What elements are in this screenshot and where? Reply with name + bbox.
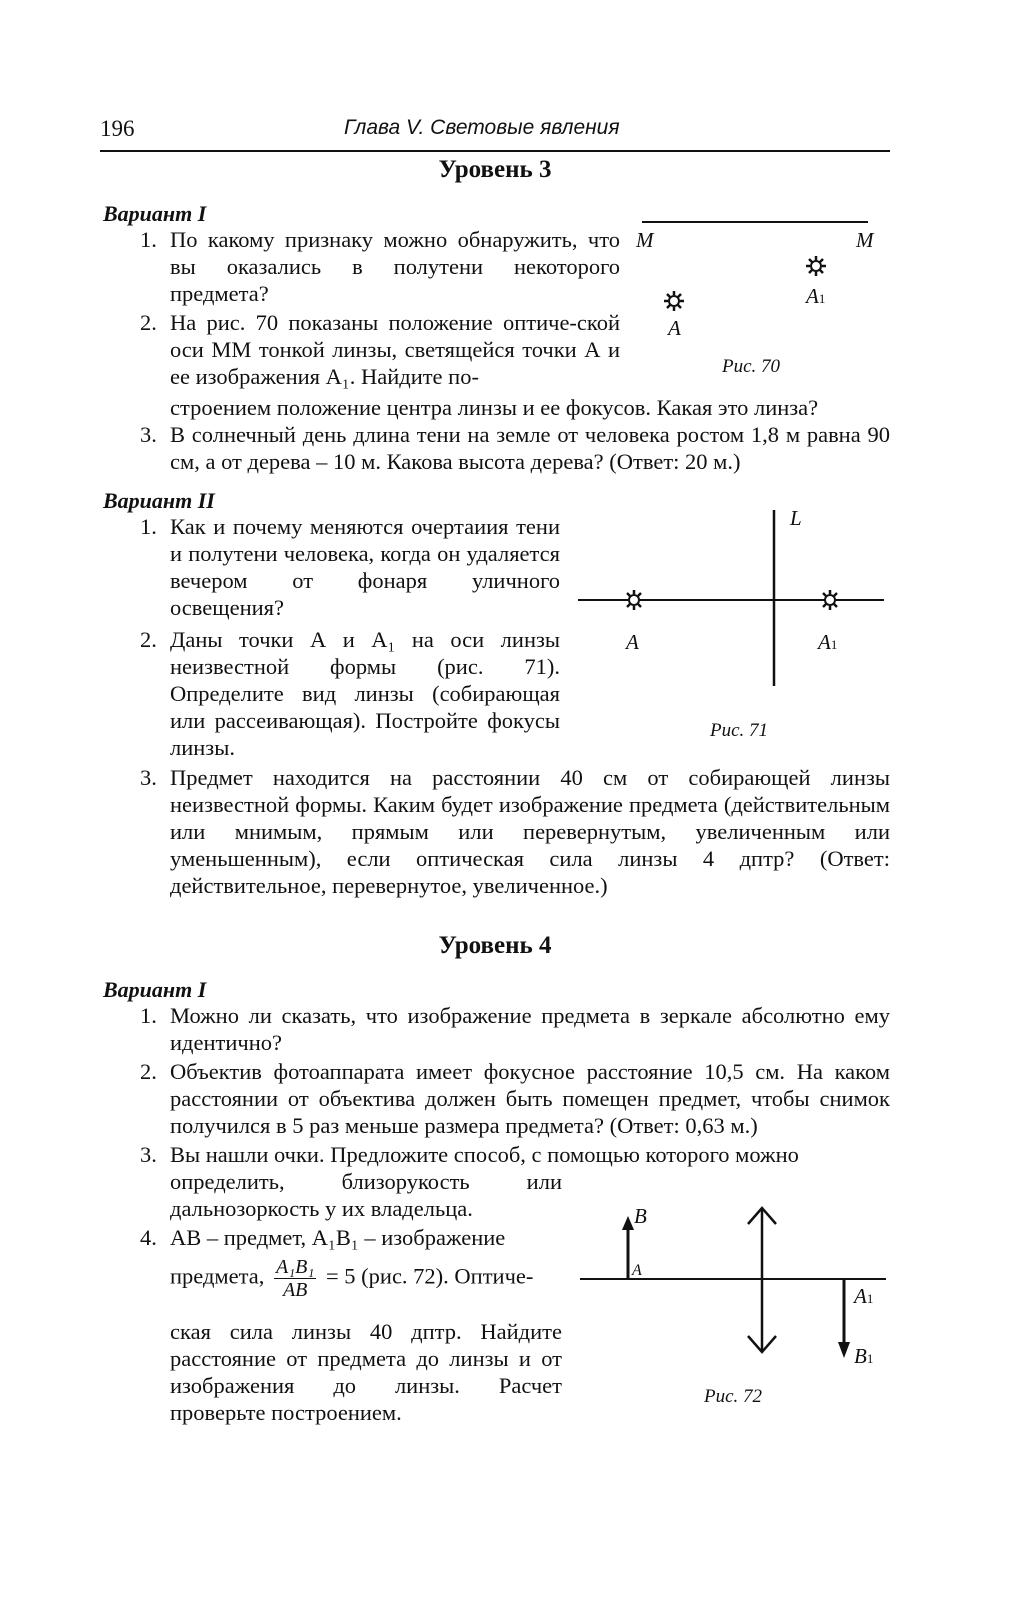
image-label-a1 xyxy=(854,1284,873,1309)
question-text: Как и почему меняются очертаиия тени и полутени человека, когда он удаляется вечером от фонаря уличного освещения? xyxy=(170,514,560,620)
level4-v1-question-4 xyxy=(140,1224,562,1252)
level4-v1-question-1 xyxy=(140,1002,890,1058)
image-label-main: A xyxy=(806,284,819,308)
question-number: 1. xyxy=(140,1003,157,1028)
question-text: АВ – предмет, А₁В₁ – изображение xyxy=(170,1225,506,1250)
question-text: На рис. 70 показаны положение оптиче-ской оси ММ тонкой линзы, светящейся точки А и ее изображения А₁. Найдите по- xyxy=(170,310,620,389)
level3-v1-question-3 xyxy=(140,421,890,477)
question-text: В солнечный день длина тени на земле от человека ростом 1,8 м равна 90 см, а от дерева – 10 м. Какова высота дерева? (Ответ: 20 м.) xyxy=(170,422,890,474)
level4-v1-question-4-cont: ская сила линзы 40 дптр. Найдите расстояние от предмета до линзы и от изображения до линзы. Расчет проверьте построением. xyxy=(170,1319,562,1425)
image-label-a1 xyxy=(806,284,825,309)
image-arrow-head-icon xyxy=(838,1342,850,1358)
level3-v1-question-2-cont: строением положение центра линзы и ее фокусов. Какая это линза? xyxy=(170,395,819,420)
level3-variant2-title: Вариант II xyxy=(103,488,215,513)
image-label-sub: 1 xyxy=(818,291,826,306)
level4-v1-question-3 xyxy=(140,1141,890,1169)
figure-71-caption: Рис. 71 xyxy=(710,720,769,741)
light-point-a-icon xyxy=(664,291,684,311)
level4-v1-question-3-cont: определить, близорукость или дальнозоркость у их владельца. xyxy=(170,1169,562,1221)
level4-v1-question-2 xyxy=(140,1058,890,1142)
fraction-numerator: A₁B₁ xyxy=(276,1256,315,1278)
lens-label: L xyxy=(790,506,802,530)
question-number: 2. xyxy=(140,310,157,335)
ratio-fraction xyxy=(274,1256,316,1301)
question-text: Вы нашли очки. Предложите способ, с помощью которого можно xyxy=(170,1142,799,1167)
image-label-b1 xyxy=(854,1344,873,1369)
point-label-b: B xyxy=(634,1204,647,1228)
image-label-main: B xyxy=(854,1344,867,1368)
question-number: 1. xyxy=(140,227,157,252)
level3-v2-question-3 xyxy=(140,764,890,904)
level3-variant1-title: Вариант I xyxy=(103,201,207,226)
image-label-sub: 1 xyxy=(866,1291,874,1306)
question-text: По какому признаку можно обнаружить, что вы оказались в полутени некоторого предмета? xyxy=(170,227,620,306)
point-label-a: A xyxy=(668,316,681,340)
question-number: 3. xyxy=(140,1142,157,1167)
question-number: 2. xyxy=(140,1059,157,1084)
image-label-main: A xyxy=(818,630,831,654)
question-number: 3. xyxy=(140,422,157,447)
figure-71-drawing xyxy=(578,500,890,750)
question-number: 2. xyxy=(140,627,157,652)
image-label-sub: 1 xyxy=(830,637,838,652)
level3-v1-question-1 xyxy=(140,226,620,310)
image-label-a1 xyxy=(818,630,837,655)
formula-prefix: предмета, xyxy=(170,1263,265,1289)
image-label-sub: 1 xyxy=(866,1351,874,1366)
question-text: Объектив фотоаппарата имеет фокусное расстояние 10,5 см. На каком расстоянии от объектива должен быть помещен предмет, чтобы снимок получился в 5 раз меньше размера предмета? (Ответ: 0,63 м.) xyxy=(170,1059,890,1138)
question-text: Даны точки А и А₁ на оси линзы неизвестной формы (рис. 71). Определите вид линзы (собирающая или рассеивающая). Постройте фокусы линзы. xyxy=(170,627,560,760)
image-label-main: A xyxy=(854,1284,867,1308)
level3-title: Уровень 3 xyxy=(438,156,552,183)
page-header xyxy=(100,116,890,152)
light-point-a1-icon xyxy=(823,590,837,610)
object-arrow-head-icon xyxy=(622,1216,634,1230)
figure-72 xyxy=(580,1200,890,1420)
level3-v1-question-2 xyxy=(140,309,620,393)
level4-variant1-title: Вариант I xyxy=(103,977,207,1002)
axis-label-left: M xyxy=(636,228,654,252)
axis-label-right: M xyxy=(856,228,874,252)
question-number: 3. xyxy=(140,765,157,790)
question-text: Предмет находится на расстоянии 40 см от собирающей линзы неизвестной формы. Каким будет изображение предмета (действительным или мнимым, прямым или перевернутым, увеличенным или уменьшенным), если оптическая сила линзы 4 дптр? (Ответ: действительное, перевернутое, увеличенное.) xyxy=(170,765,890,898)
question-text: Можно ли сказать, что изображение предмета в зеркале абсолютно ему идентично? xyxy=(170,1003,890,1055)
question-number: 4. xyxy=(140,1225,157,1250)
level4-v1-question-4-formula xyxy=(170,1256,570,1316)
figure-70-caption: Рис. 70 xyxy=(722,356,781,377)
figure-72-caption: Рис. 72 xyxy=(704,1386,763,1407)
question-number: 1. xyxy=(140,514,157,539)
point-label-a: A xyxy=(626,630,639,654)
figure-70 xyxy=(628,214,890,384)
point-label-a: A xyxy=(632,1262,642,1279)
chapter-title: Глава V. Световые явления xyxy=(344,116,620,139)
page-number: 196 xyxy=(100,116,135,141)
level3-v2-question-1 xyxy=(140,513,560,625)
fraction-denominator: AB xyxy=(282,1279,308,1301)
formula-suffix: = 5 (рис. 72). Оптиче- xyxy=(325,1263,534,1289)
level3-v2-question-2 xyxy=(140,626,560,766)
light-point-a-icon xyxy=(627,590,641,610)
light-point-a1-icon xyxy=(806,256,826,276)
figure-71 xyxy=(578,500,890,750)
level4-title: Уровень 4 xyxy=(438,932,552,959)
